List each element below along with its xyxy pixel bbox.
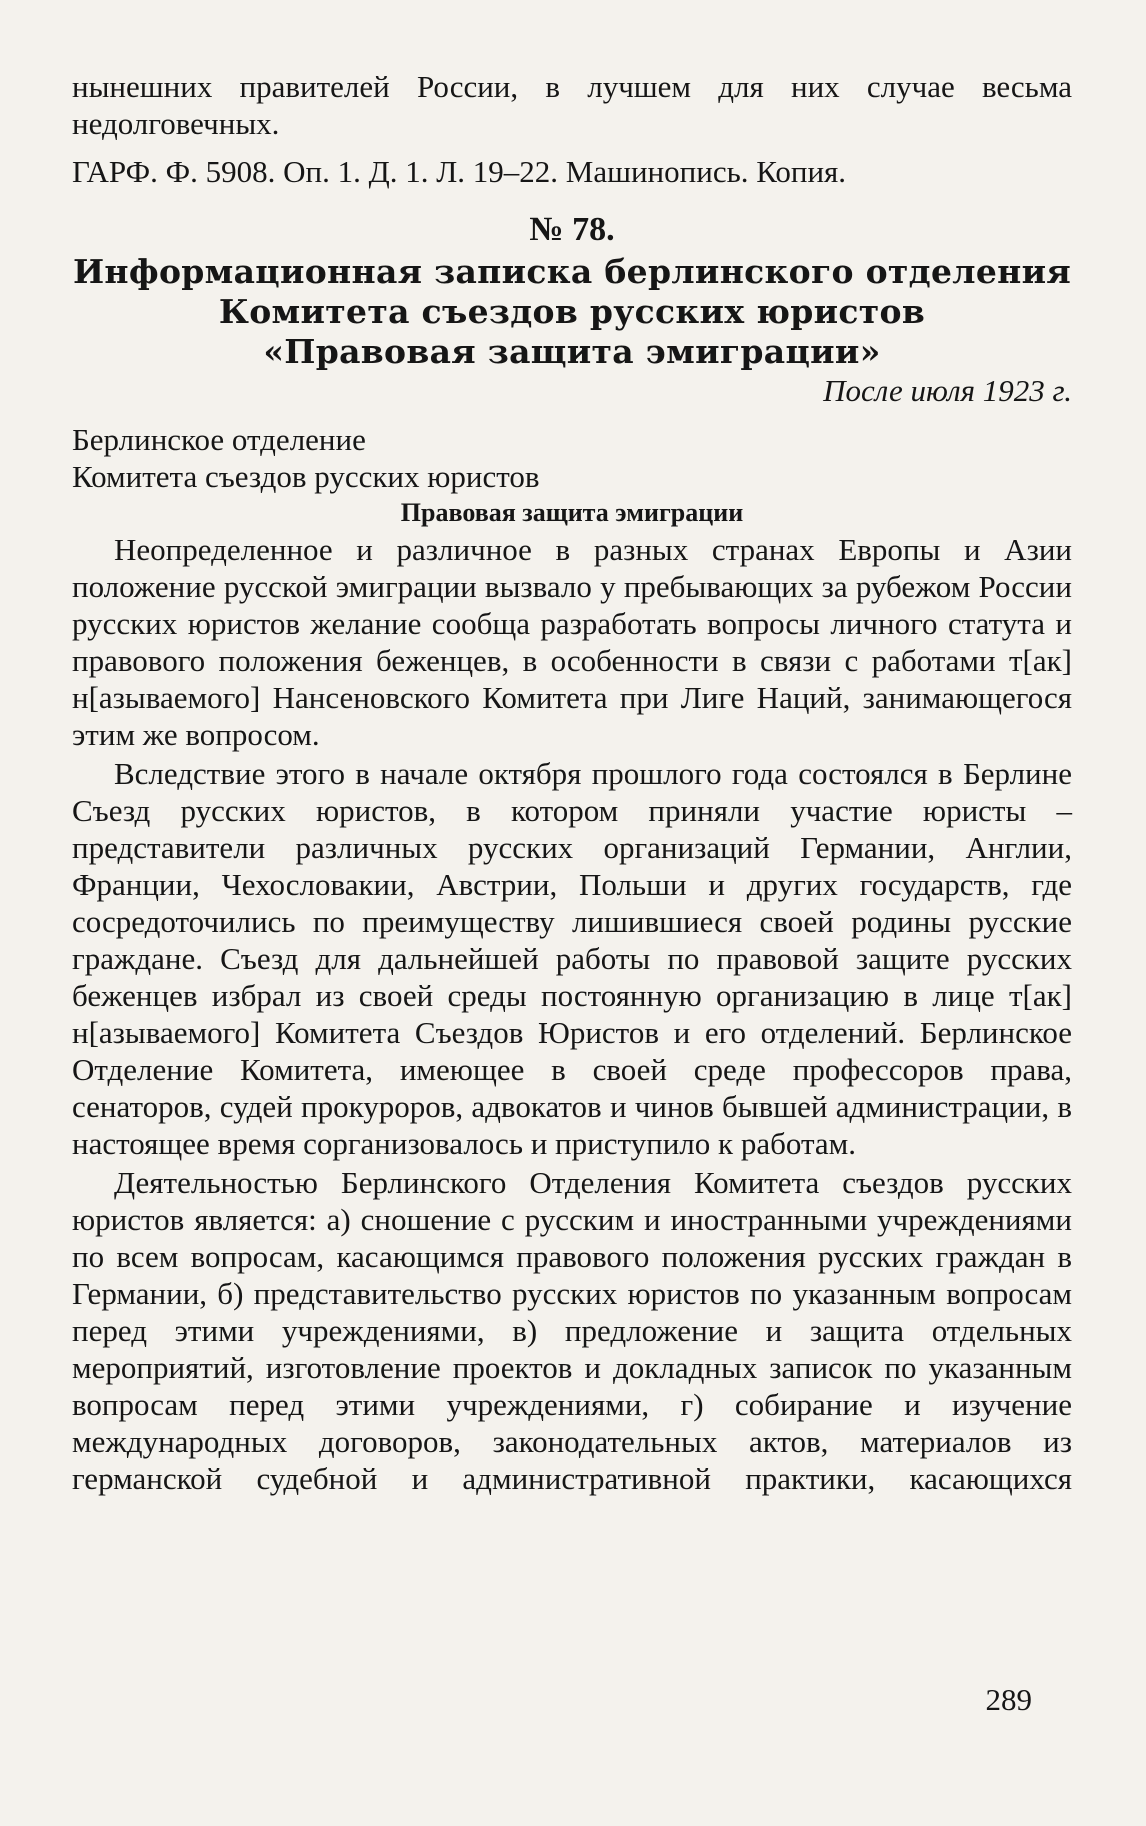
document-date: После июля 1923 г. xyxy=(823,373,1072,408)
body-paragraph: Деятельностью Берлинского Отделения Комитета съездов русских юристов является: а) сношение с русским и иностранными учреждениями по всем вопросам, касающимся правового положения русских граждан в Германии, б) представительство русских юристов по указанным вопросам перед этими учреждениями, в) предложение и защита отдельных мероприятий, изготовление проектов и докладных записок по указанным вопросам перед этими учреждениями, г) собирание и изучение международных договоров, законодательных актов, материалов из германской судебной и административной практики, касающихся xyxy=(72,1165,1072,1496)
archive-reference: ГАРФ. Ф. 5908. Оп. 1. Д. 1. Л. 19–22. Машинопись. Копия. xyxy=(72,154,847,189)
page-number: 289 xyxy=(985,1682,1032,1717)
document-title-line-3: «Правовая защита эмиграции» xyxy=(263,332,881,371)
document-number: № 78. xyxy=(529,211,615,248)
body-paragraph: Неопределенное и различное в разных странах Европы и Азии положение русской эмиграции вызвало у пребывающих за рубежом России русских юристов желание сообща разработать вопросы личного статута и правового положения беженцев, в особенности в связи с работами т[ак] н[азываемого] Нансеновского Комитета при Лиге Наций, занимающегося этим же вопросом. xyxy=(72,532,1072,752)
section-heading: Правовая защита эмиграции xyxy=(400,498,744,527)
body-paragraph: Вследствие этого в начале октября прошлого года состоялся в Берлине Съезд русских юристов, в котором приняли участие юристы – представители различных русских организаций Германии, Англии, Франции, Чехословакии, Австрии, Польши и других государств, где сосредоточились по преимуществу лишившиеся своей родины русские граждане. Съезд для дальнейшей работы по правовой защите русских беженцев избрал из своей среды постоянную организацию в лице т[ак] н[азываемого] Комитета Съездов Юристов и его отделений. Берлинское Отделение Комитета, имеющее в своей среде профессоров права, сенаторов, судей прокуроров, адвокатов и чинов бывшей администрации, в настоящее время сорганизовалось и приступило к работам. xyxy=(72,756,1072,1161)
sender-line-1: Берлинское отделение xyxy=(72,422,366,457)
text-column xyxy=(72,68,1072,1499)
document-title-line-2: Комитета съездов русских юристов xyxy=(218,292,926,331)
sender-line-2: Комитета съездов русских юристов xyxy=(72,459,540,494)
continuation-text: нынешних правителей России, в лучшем для них случае весьма недолговечных. xyxy=(72,69,1072,141)
document-title-line-1: Информационная записка берлинского отделения xyxy=(72,252,1072,291)
